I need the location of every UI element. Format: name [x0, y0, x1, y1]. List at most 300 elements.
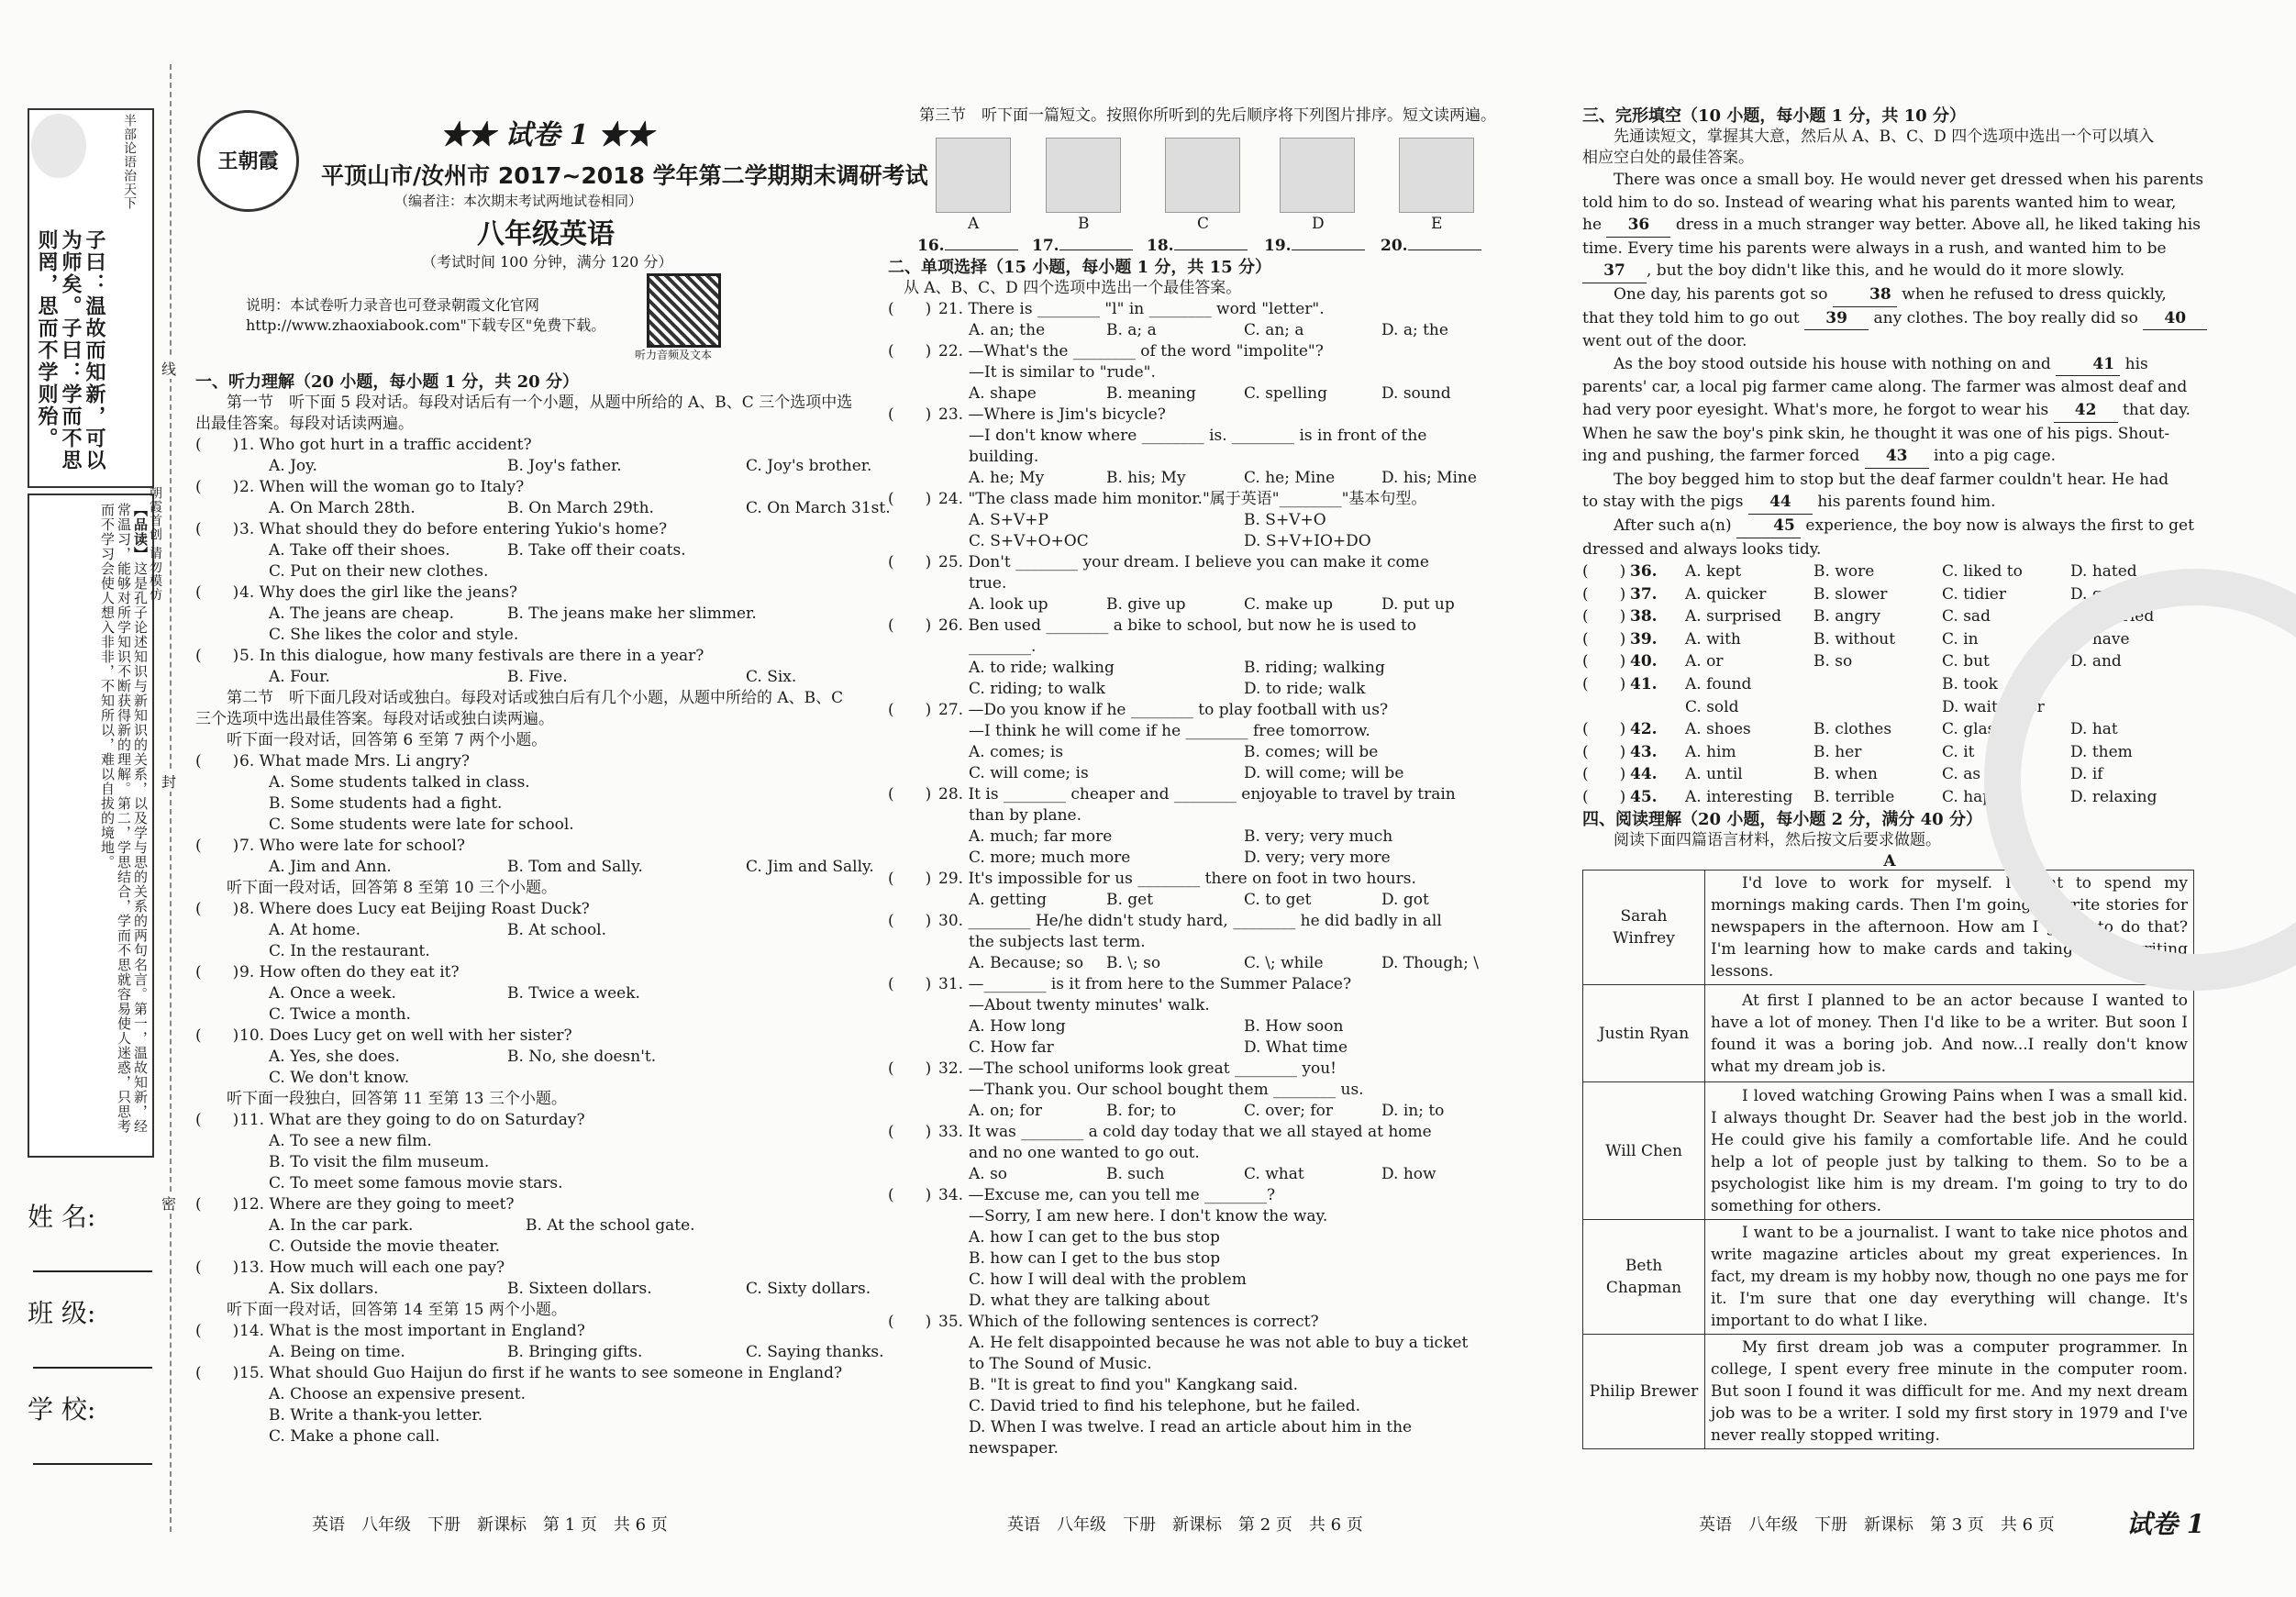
option[interactable]: A. How long [969, 1017, 1066, 1036]
answer-paren[interactable]: ( ) [195, 1195, 239, 1214]
question-text-cont: —Sorry, I am new here. I don't know the way. [969, 1207, 1328, 1225]
cloze-option[interactable]: C. sold [1685, 697, 1739, 716]
answer-paren[interactable]: ( ) [888, 405, 932, 424]
question-stem [195, 1363, 854, 1384]
cloze-option[interactable]: A. kept [1685, 562, 1742, 582]
option-c[interactable]: C. Saying thanks. [746, 1343, 884, 1361]
option-c[interactable]: C. Jim and Sally. [746, 858, 874, 876]
cloze-option[interactable]: C. liked to [1942, 562, 2023, 582]
name-field[interactable] [33, 1270, 152, 1272]
part3-title: 三、完形填空（10 小题，每小题 1 分，共 10 分） [1582, 106, 1966, 126]
cloze-option[interactable]: C. happy [1942, 788, 2012, 807]
mcq-line [888, 1037, 1503, 1059]
option-c[interactable]: C. Put on their new clothes. [269, 562, 489, 581]
option-b[interactable]: B. To visit the film museum. [269, 1153, 490, 1171]
cloze-option[interactable]: B. when [1814, 765, 1878, 784]
question-text: 30. ________ He/he didn't study hard, ________ he did badly in all [938, 912, 1442, 930]
option-c[interactable]: C. On March 31st. [746, 499, 891, 517]
option-row [195, 625, 856, 646]
option-a[interactable]: A. In the car park. [269, 1216, 414, 1235]
cloze-option[interactable]: C. in [1942, 629, 1979, 649]
option[interactable]: C. he; Mine [1244, 469, 1336, 487]
answer-paren[interactable]: ( ) [1582, 629, 1626, 649]
cloze-blank-36[interactable]: 36 [1606, 214, 1670, 238]
cloze-blank-41[interactable]: 41 [2056, 353, 2120, 377]
cloze-option[interactable]: D. hat [2070, 720, 2118, 739]
footer-page-2: 英语 八年级 下册 新课标 第 2 页 共 6 页 [1007, 1515, 1363, 1535]
answer-16[interactable] [917, 236, 1018, 257]
person-text: I loved watching Growing Pains when I was a small kid. I always thought Dr. Seaver had the best job in the world. He could give his family a comfortable life. And he could help a lot of people just by talking to them. So to be a psychologist like him is my dream. I'm going to try to do something for others. [1705, 1082, 2194, 1220]
cloze-option[interactable]: D. have [2070, 629, 2130, 649]
qr-caption: 听力音频及文本 [635, 349, 713, 361]
answer-paren[interactable]: ( ) [195, 520, 239, 538]
editor-note: （编者注：本次期末考试两地试卷相同） [394, 193, 643, 209]
passage-text: had very poor eyesight. What's more, he forgot to wear his [1582, 400, 2054, 419]
cloze-option[interactable]: A. or [1685, 652, 1724, 671]
option-b[interactable]: B. At the school gate. [526, 1216, 695, 1235]
answer-paren[interactable]: ( ) [195, 1111, 239, 1129]
option[interactable]: C. over; for [1244, 1102, 1334, 1120]
question-stem [195, 962, 856, 983]
option[interactable]: A. to ride; walking [969, 659, 1115, 677]
option-a[interactable]: A. Once a week. [269, 984, 396, 1003]
option-b[interactable]: B. Five. [507, 668, 568, 686]
mcq-line [888, 763, 1503, 784]
option-b[interactable]: B. Write a thank-you letter. [269, 1406, 483, 1425]
option-full[interactable]: B. "It is great to find you" Kangkang said. [969, 1376, 1299, 1394]
option[interactable]: B. very; very much [1244, 827, 1393, 846]
mcq-line [888, 341, 1503, 362]
option-c[interactable]: C. Sixty dollars. [746, 1280, 871, 1298]
mcq-line [888, 784, 1503, 805]
question-text-cont: —I don't know where ________ is. ________ is in front of the [969, 427, 1427, 445]
cloze-option[interactable]: D. waited for [1942, 697, 2045, 716]
option-c[interactable]: C. We don't know. [269, 1069, 410, 1087]
answer-paren[interactable]: ( ) [1582, 652, 1626, 671]
question-text: 15. What should Guo Haijun do first if he wants to see someone in England? [239, 1364, 843, 1382]
cloze-number: 38. [1630, 607, 1658, 627]
mcq-line [888, 299, 1503, 320]
cloze-option[interactable]: C. tidier [1942, 584, 2006, 604]
question-text-cont: newspaper. [969, 1439, 1059, 1458]
passage-text: to stay with the pigs [1582, 493, 1748, 512]
mcq-line [888, 426, 1503, 447]
pindu-text [33, 503, 149, 1145]
answer-paren[interactable]: ( ) [888, 1059, 932, 1078]
option-full[interactable]: A. He felt disappointed because he was not able to buy a ticket [969, 1334, 1469, 1352]
answer-paren[interactable]: ( ) [888, 1186, 932, 1204]
question-text: 4. Why does the girl like the jeans? [239, 583, 518, 602]
cloze-option[interactable]: D. worried [2070, 607, 2155, 627]
cloze-option[interactable]: A. found [1685, 675, 1752, 694]
school-field[interactable] [33, 1463, 152, 1465]
question-stem [195, 582, 856, 604]
answer-paren[interactable]: ( ) [195, 1026, 239, 1045]
mcq-line [888, 890, 1503, 911]
option[interactable]: C. S+V+O+OC [969, 532, 1089, 550]
option-a[interactable]: A. Take off their shoes. [269, 541, 450, 560]
cloze-blank-37[interactable]: 37 [1582, 260, 1647, 283]
question-text-cont: —Thank you. Our school bought them ________ us. [969, 1081, 1364, 1099]
option[interactable]: B. his; My [1106, 469, 1186, 487]
answer-paren[interactable]: ( ) [1582, 765, 1626, 784]
answer-19[interactable] [1264, 236, 1365, 257]
mcq-line [888, 1438, 1503, 1459]
cloze-option[interactable]: A. him [1685, 742, 1736, 761]
option-row [195, 667, 856, 688]
option-a[interactable]: A. Yes, she does. [269, 1048, 400, 1066]
option-row [195, 456, 872, 477]
passage-text: his parents found him. [1812, 493, 1996, 512]
cloze-blank-42[interactable]: 42 [2054, 399, 2118, 423]
answer-paren[interactable]: ( ) [1582, 788, 1626, 807]
option[interactable]: D. What time [1244, 1038, 1348, 1057]
series-chars: 半部论语治天下 [122, 114, 137, 210]
option-c[interactable]: C. Some students were late for school. [269, 815, 574, 834]
confucius-portrait-icon [31, 114, 86, 178]
cloze-passage [1582, 169, 2204, 560]
option[interactable]: A. Because; so [969, 954, 1084, 972]
option[interactable]: B. \; so [1106, 954, 1161, 972]
cloze-option[interactable]: B. took [1942, 675, 1998, 694]
cloze-option[interactable]: B. terrible [1814, 788, 1895, 807]
option-row [195, 1068, 856, 1089]
answer-paren[interactable]: ( ) [888, 785, 932, 804]
option-a[interactable]: A. Jim and Ann. [269, 858, 392, 876]
answer-paren[interactable]: ( ) [888, 975, 932, 993]
cloze-option[interactable]: B. clothes [1814, 720, 1892, 739]
option[interactable]: D. a; the [1381, 321, 1448, 339]
option[interactable]: D. put up [1381, 595, 1455, 614]
option[interactable]: B. such [1106, 1165, 1165, 1183]
option[interactable]: D. how [1381, 1165, 1436, 1183]
option[interactable]: D. in; to [1381, 1102, 1445, 1120]
sec1-intro: 第一节 听下面 5 段对话。每段对话后有一个小题，从题中所给的 A、B、C 三个选项中选出最佳答案。每段对话读两遍。 [195, 394, 853, 433]
option-b[interactable]: B. At school. [507, 921, 607, 939]
cloze-option[interactable]: D. relaxing [2070, 788, 2157, 807]
mcq-line [888, 1375, 1503, 1396]
answer-paren[interactable]: ( ) [1582, 562, 1626, 582]
option[interactable]: C. what [1244, 1165, 1304, 1183]
option-full[interactable]: C. David tried to find his telephone, but he failed. [969, 1397, 1361, 1415]
option[interactable]: A. comes; is [969, 743, 1064, 761]
option-full[interactable]: D. When I was twelve. I read an article about him in the [969, 1418, 1413, 1436]
logo [197, 110, 299, 212]
option-a[interactable]: A. On March 28th. [269, 499, 416, 517]
option-row [195, 498, 891, 519]
option[interactable]: B. for; to [1106, 1102, 1177, 1120]
option[interactable]: B. get [1106, 891, 1154, 909]
subject-title: 八年级英语 [477, 218, 615, 250]
option-b[interactable]: B. The jeans make her slimmer. [507, 604, 757, 623]
mcq-line [888, 320, 1503, 341]
mcq-line [888, 1248, 1503, 1270]
question-text: 11. What are they going to do on Saturday? [239, 1111, 585, 1129]
option-row [195, 920, 856, 941]
cloze-option[interactable]: A. until [1685, 765, 1743, 784]
passage-text: There was once a small boy. He would never get dressed when his parents [1614, 171, 2204, 189]
mcq-line [888, 826, 1503, 848]
num-19: 19. [1264, 237, 1292, 255]
question-stem [195, 646, 856, 667]
mcq-line [888, 721, 1503, 742]
cloze-option[interactable]: B. her [1814, 742, 1862, 761]
answer-paren[interactable]: ( ) [888, 1123, 932, 1141]
option-b[interactable]: B. No, she doesn't. [507, 1048, 657, 1066]
person-name: Sarah Winfrey [1583, 871, 1705, 985]
option-full[interactable]: A. how I can get to the bus stop [969, 1228, 1220, 1247]
option-c[interactable]: C. To meet some famous movie stars. [269, 1174, 563, 1192]
mcq-line [888, 1227, 1503, 1248]
option-c[interactable]: C. In the restaurant. [269, 942, 430, 960]
cloze-option[interactable]: C. sad [1942, 607, 1991, 627]
answer-17[interactable] [1032, 236, 1133, 257]
cloze-blank-43[interactable]: 43 [1865, 445, 1929, 469]
cloze-option[interactable]: B. so [1814, 652, 1853, 671]
answer-paren[interactable]: ( ) [888, 1313, 932, 1331]
cloze-option[interactable]: C. as [1942, 765, 1981, 784]
option[interactable]: C. spelling [1244, 384, 1328, 403]
option-b[interactable]: B. Tom and Sally. [507, 858, 643, 876]
answer-paren[interactable]: ( ) [195, 583, 239, 602]
picture-b-icon [1046, 138, 1121, 213]
option-c[interactable]: C. Twice a month. [269, 1005, 411, 1024]
class-field[interactable] [33, 1367, 152, 1369]
option[interactable]: B. a; a [1106, 321, 1157, 339]
option-row [195, 941, 856, 962]
cloze-option[interactable]: A. with [1685, 629, 1741, 649]
option-b[interactable]: B. Joy's father. [507, 457, 622, 475]
passage-text: time. Every time his parents were always in a rush, and wanted him to be [1582, 238, 2167, 258]
cloze-option[interactable]: A. shoes [1685, 720, 1751, 739]
option-c[interactable]: C. Six. [746, 668, 797, 686]
option[interactable]: D. Though; \ [1381, 954, 1479, 972]
answer-paren[interactable]: ( ) [888, 553, 932, 571]
cloze-option[interactable]: C. it [1942, 742, 1975, 761]
option[interactable]: C. will come; is [969, 764, 1089, 782]
option-a[interactable]: A. The jeans are cheap. [269, 604, 455, 623]
picture-a-icon [936, 138, 1011, 213]
answer-paren[interactable]: ( ) [195, 1364, 239, 1382]
questions-1-5 [195, 435, 891, 688]
option[interactable]: D. very; very more [1244, 848, 1391, 867]
mcq-line [888, 869, 1503, 890]
part3-intro-2: 相应空白处的最佳答案。 [1582, 149, 1754, 167]
cloze-blank-44[interactable]: 44 [1748, 491, 1813, 515]
cloze-option[interactable]: D. and [2070, 652, 2122, 671]
answer-paren[interactable]: ( ) [195, 647, 239, 665]
qr-code-icon[interactable] [647, 273, 721, 348]
cloze-number: 39. [1630, 629, 1658, 649]
answer-paren[interactable]: ( ) [195, 1259, 239, 1277]
option-b[interactable]: B. Sixteen dollars. [507, 1280, 652, 1298]
mcq-line [888, 1291, 1503, 1312]
person-name: Will Chen [1583, 1082, 1705, 1220]
footer-badge: 试卷 1 [2126, 1509, 2205, 1539]
cloze-option[interactable]: D. quieter [2070, 584, 2150, 604]
picture-d-icon [1280, 138, 1355, 213]
option[interactable]: C. an; a [1244, 321, 1304, 339]
label-a: A [968, 215, 980, 233]
cloze-option[interactable]: B. angry [1814, 607, 1880, 627]
option-b[interactable]: B. Take off their coats. [507, 541, 686, 560]
option-a[interactable]: A. Joy. [269, 457, 317, 475]
option-full[interactable]: B. how can I get to the bus stop [969, 1249, 1221, 1268]
option-a[interactable]: A. Some students talked in class. [269, 773, 530, 792]
mcq-line [888, 383, 1503, 405]
mcq-line [888, 848, 1503, 869]
pindu-title: 【品读】 [132, 503, 149, 561]
cloze-option[interactable]: B. slower [1814, 584, 1888, 604]
passage-line [1582, 423, 2197, 446]
option[interactable]: C. more; much more [969, 848, 1131, 867]
answer-paren[interactable]: ( ) [195, 436, 239, 454]
option[interactable]: B. meaning [1106, 384, 1196, 403]
option[interactable]: B. How soon [1244, 1017, 1344, 1036]
answer-paren[interactable]: ( ) [888, 300, 932, 318]
option[interactable]: A. he; My [969, 469, 1045, 487]
num-20: 20. [1381, 237, 1408, 255]
question-text: 12. Where are they going to meet? [239, 1195, 515, 1214]
option-a[interactable]: A. Choose an expensive present. [269, 1385, 526, 1403]
question-text: 1. Who got hurt in a traffic accident? [239, 436, 532, 454]
cloze-blank-39[interactable]: 39 [1804, 307, 1869, 331]
cloze-blank-45[interactable]: 45 [1736, 515, 1801, 538]
option[interactable]: B. S+V+O [1244, 511, 1326, 529]
answer-18[interactable] [1147, 236, 1248, 257]
passage-line [1582, 238, 2197, 261]
answer-paren[interactable]: ( ) [888, 870, 932, 888]
person-name: Philip Brewer [1583, 1335, 1705, 1449]
answer-paren[interactable]: ( ) [1582, 584, 1626, 604]
passage-line [1582, 469, 2197, 492]
answer-paren[interactable]: ( ) [195, 1322, 239, 1340]
person-name: Justin Ryan [1583, 985, 1705, 1082]
cloze-blank-40[interactable]: 40 [2143, 307, 2207, 331]
option-full[interactable]: C. how I will deal with the problem [969, 1270, 1247, 1289]
option[interactable]: B. riding; walking [1244, 659, 1385, 677]
mcq-line [888, 573, 1503, 594]
option[interactable]: D. got [1381, 891, 1429, 909]
option-a[interactable]: A. Being on time. [269, 1343, 405, 1361]
mcq-line [888, 953, 1503, 974]
option[interactable]: D. will come; will be [1244, 764, 1404, 782]
option-a[interactable]: A. To see a new film. [269, 1132, 432, 1150]
option[interactable]: A. an; the [969, 321, 1046, 339]
passage-text: into a pig cage. [1928, 447, 2057, 466]
option[interactable]: D. sound [1381, 384, 1451, 403]
answer-paren[interactable]: ( ) [888, 342, 932, 360]
answer-paren[interactable]: ( ) [1582, 742, 1626, 761]
option-a[interactable]: A. Six dollars. [269, 1280, 379, 1298]
passage-line [1582, 283, 2197, 307]
cloze-option[interactable]: A. surprised [1685, 607, 1781, 627]
passage-line [1582, 491, 2197, 515]
cloze-option[interactable]: D. hated [2070, 562, 2137, 582]
option[interactable]: D. his; Mine [1381, 469, 1477, 487]
cloze-option[interactable]: A. quicker [1685, 584, 1767, 604]
option[interactable]: D. to ride; walk [1244, 680, 1366, 698]
answer-paren[interactable]: ( ) [888, 490, 932, 508]
answer-paren[interactable]: ( ) [195, 752, 239, 771]
option[interactable]: C. to get [1244, 891, 1312, 909]
option-c[interactable]: C. Outside the movie theater. [269, 1237, 501, 1256]
answer-paren[interactable]: ( ) [888, 701, 932, 719]
answer-20[interactable] [1381, 236, 1481, 257]
cloze-option[interactable]: B. without [1814, 629, 1896, 649]
answer-paren[interactable]: ( ) [1582, 607, 1626, 627]
option-c[interactable]: C. She likes the color and style. [269, 626, 519, 644]
option[interactable]: B. give up [1106, 595, 1186, 614]
option-full[interactable]: D. what they are talking about [969, 1292, 1210, 1310]
reading-row [1583, 985, 2194, 1082]
answer-paren[interactable]: ( ) [195, 900, 239, 918]
cloze-option[interactable]: C. but [1942, 652, 1990, 671]
option[interactable]: B. comes; will be [1244, 743, 1379, 761]
answer-paren[interactable]: ( ) [1582, 675, 1626, 694]
option-a[interactable]: A. At home. [269, 921, 361, 939]
option-b[interactable]: B. Some students had a fight. [269, 794, 503, 813]
dialog4-intro: 听下面一段对话，回答第 14 至第 15 两个小题。 [227, 1301, 567, 1319]
part4-intro: 阅读下面四篇语言材料，然后按文后要求做题。 [1614, 830, 1941, 849]
option[interactable]: A. getting [969, 891, 1047, 909]
option[interactable]: A. much; far more [969, 827, 1113, 846]
answer-paren[interactable]: ( ) [195, 837, 239, 855]
cut-line [170, 64, 172, 1532]
cloze-option[interactable]: A. interesting [1685, 788, 1793, 807]
question-stem [195, 477, 856, 498]
option[interactable]: A. shape [969, 384, 1037, 403]
cloze-number: 41. [1630, 675, 1658, 694]
answer-paren[interactable]: ( ) [888, 616, 932, 635]
option[interactable]: D. S+V+IO+DO [1244, 532, 1371, 550]
cloze-option[interactable]: B. wore [1814, 562, 1875, 582]
part2-title: 二、单项选择（15 小题，每小题 1 分，共 15 分） [888, 258, 1271, 277]
option[interactable]: A. S+V+P [969, 511, 1048, 529]
option-c[interactable]: C. Make a phone call. [269, 1427, 440, 1446]
answer-paren[interactable]: ( ) [1582, 720, 1626, 739]
sec3-intro: 第三节 听下面一篇短文。按照你所听到的先后顺序将下列图片排序。短文读两遍。 [919, 106, 1496, 125]
cloze-option[interactable]: D. them [2070, 742, 2133, 761]
option-c[interactable]: C. Joy's brother. [746, 457, 872, 475]
cloze-option[interactable]: C. glasses [1942, 720, 2021, 739]
cloze-blank-38[interactable]: 38 [1833, 283, 1897, 307]
option-b[interactable]: B. Twice a week. [507, 984, 640, 1003]
cloze-option[interactable]: D. if [2070, 765, 2103, 784]
option[interactable]: A. so [969, 1165, 1008, 1183]
option-a[interactable]: A. Four. [269, 668, 330, 686]
passage-line [1582, 399, 2197, 423]
question-text: 32. —The school uniforms look great ________ you! [938, 1059, 1337, 1078]
option-b[interactable]: B. On March 29th. [507, 499, 654, 517]
option[interactable]: C. make up [1244, 595, 1334, 614]
option[interactable]: C. How far [969, 1038, 1054, 1057]
option-b[interactable]: B. Bringing gifts. [507, 1343, 643, 1361]
option[interactable]: A. on; for [969, 1102, 1043, 1120]
option[interactable]: A. look up [969, 595, 1048, 614]
answer-paren[interactable]: ( ) [195, 478, 239, 496]
option[interactable]: C. riding; to walk [969, 680, 1105, 698]
mark-xian: 线 [161, 358, 176, 379]
column-1 [195, 372, 891, 1447]
mcq-line [888, 1312, 1503, 1333]
answer-paren[interactable]: ( ) [195, 963, 239, 981]
question-text-cont: —It is similar to "rude". [969, 363, 1156, 382]
mcq-line [888, 1185, 1503, 1206]
passage-text: When he saw the boy's pink skin, he thought it was one of his pigs. Shout- [1582, 424, 2170, 443]
answer-paren[interactable]: ( ) [888, 912, 932, 930]
option[interactable]: C. \; while [1244, 954, 1324, 972]
